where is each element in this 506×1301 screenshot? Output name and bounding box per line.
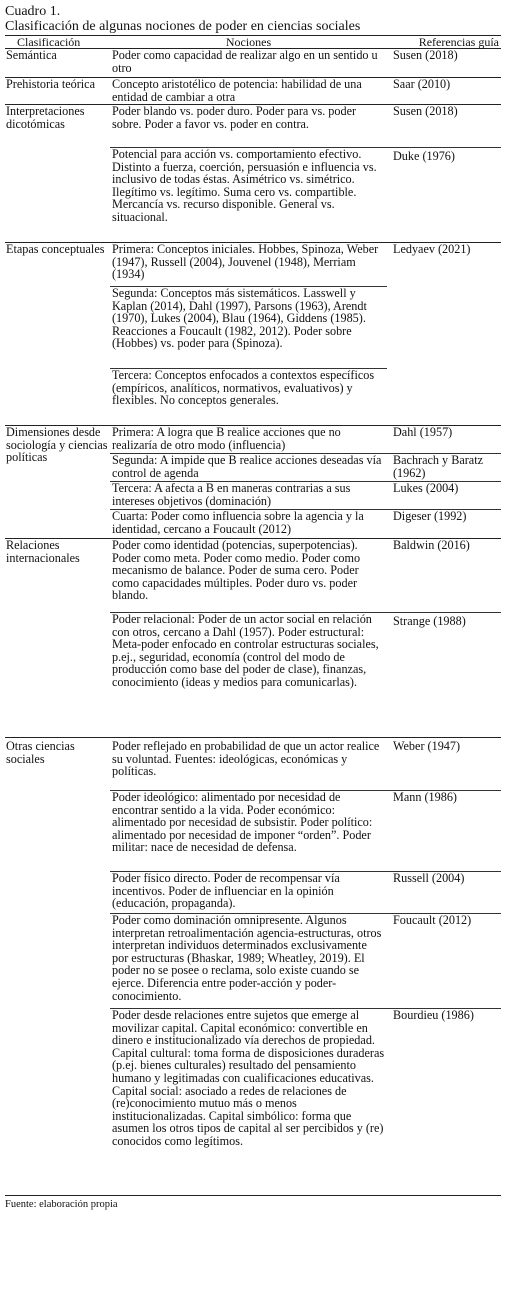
table-title: Clasificación de algunas nociones de poder en ciencias sociales — [5, 19, 361, 34]
reference-cell: Bourdieu (1986) — [387, 1009, 501, 1196]
table-row — [5, 426, 501, 454]
classification-cell: Relaciones internacionales — [5, 539, 110, 738]
table-number: Cuadro 1. — [5, 4, 61, 19]
table-row — [5, 539, 501, 613]
reference-cell: Dahl (1957) — [387, 426, 501, 454]
notion-cell: Poder relacional: Poder de un actor social en relación con otros, cercano a Dahl (1957). Poder estructural: Meta-poder enfocado en controlar estructuras sociales, p.ej., seguridad, economía (control del modo de producción como base del poder de clase), finanzas, conocimiento (ideas y medios para comunicarlas). — [110, 613, 387, 738]
notion-cell: Poder desde relaciones entre sujetos que emerge al movilizar capital. Capital económico: convertible en dinero e institucionalizado vía derechos de propiedad. Capital cultural: toma forma de disposiciones duraderas (p.ej. bienes culturales) resultado del pensamiento humano y legitimadas con cualificaciones educativas. Capital social: asociado a redes de relaciones de (re)conocimiento mutuo más o menos institucionalizadas. Capital simbólico: forma que asumen los otros tipos de capital al ser percibidos y (re) conocidos como legítimos. — [110, 1009, 387, 1196]
reference-cell: Digeser (1992) — [387, 510, 501, 539]
notion-cell: Segunda: Conceptos más sistemáticos. Lasswell y Kaplan (2014), Dahl (1997), Parsons (1963), Arendt (1970), Lukes (2004), Blau (1964), Giddens (1985). Reacciones a Foucault (1982, 2012). Poder sobre (Hobbes) vs. poder para (Spinoza). — [110, 287, 387, 369]
notion-cell: Poder físico directo. Poder de recompensar vía incentivos. Poder de influenciar en la opinión (educación, propaganda). — [110, 872, 387, 914]
notion-cell: Primera: Conceptos iniciales. Hobbes, Spinoza, Weber (1947), Russell (2004), Jouvenel (1948), Merriam (1934) — [110, 243, 387, 287]
notion-cell: Primera: A logra que B realice acciones que no realizaría de otro modo (influencia) — [110, 426, 387, 454]
reference-cell: Strange (1988) — [387, 613, 501, 738]
table-row — [5, 243, 501, 287]
header-notions: Nociones — [110, 36, 387, 49]
reference-cell: Ledyaev (2021) — [387, 243, 501, 426]
reference-cell: Susen (2018) — [387, 105, 501, 148]
header-references: Referencias guía — [387, 36, 501, 49]
reference-cell: Baldwin (2016) — [387, 539, 501, 613]
reference-cell: Mann (1986) — [387, 791, 501, 872]
reference-cell: Lukes (2004) — [387, 482, 501, 510]
table-row — [5, 738, 501, 791]
notion-cell: Poder como dominación omnipresente. Algunos interpretan retroalimentación agencia-estructuras, otros interpretan individuos determinados exclusivamente por estructuras (Bhaskar, 1989; Wheatley, 2019). El poder no se posee o reclama, solo existe cuando se ejerce. Diferencia entre poder-acción y poder-conocimiento. — [110, 914, 387, 1009]
classification-cell: Interpretaciones dicotómicas — [5, 105, 110, 243]
classification-cell: Etapas conceptuales — [5, 243, 110, 426]
table-row — [5, 78, 501, 105]
notion-cell: Concepto aristotélico de potencia: habilidad de una entidad de cambiar a otra — [110, 78, 387, 105]
notion-cell: Poder ideológico: alimentado por necesidad de encontrar sentido a la vida. Poder económico: alimentado por necesidad de subsistir. Poder político: alimentado por necesidad de imponer “orden”. Poder militar: nace de necesidad de defensa. — [110, 791, 387, 872]
notion-cell: Tercera: Conceptos enfocados a contextos específicos (empíricos, analíticos, normativos, evaluativos) y flexibles. No conceptos generales. — [110, 369, 387, 426]
notion-cell: Potencial para acción vs. comportamiento efectivo. Distinto a fuerza, coerción, persuasión e influencia vs. inclusivo de todas éstas. Asimétrico vs. simétrico. Ilegítimo vs. legítimo. Suma cero vs. compartible. Mercancía vs. recurso disponible. General vs. situacional. — [110, 148, 387, 243]
table-row — [5, 105, 501, 148]
table-header-row — [5, 36, 501, 49]
table-source-note: Fuente: elaboración propia — [5, 1199, 118, 1210]
table-row — [5, 49, 501, 78]
reference-cell: Weber (1947) — [387, 738, 501, 791]
notion-cell: Poder reflejado en probabilidad de que un actor realice su voluntad. Fuentes: ideológicas, económicas y políticas. — [110, 738, 387, 791]
notion-cell: Cuarta: Poder como influencia sobre la agencia y la identidad, cercano a Foucault (2012) — [110, 510, 387, 539]
reference-cell: Russell (2004) — [387, 872, 501, 914]
reference-cell: Bachrach y Baratz (1962) — [387, 454, 501, 482]
reference-cell: Susen (2018) — [387, 49, 501, 78]
notion-cell: Poder como capacidad de realizar algo en un sentido u otro — [110, 49, 387, 78]
notion-cell: Poder blando vs. poder duro. Poder para vs. poder sobre. Poder a favor vs. poder en contra. — [110, 105, 387, 148]
notion-cell: Segunda: A impide que B realice acciones deseadas vía control de agenda — [110, 454, 387, 482]
classification-cell: Semántica — [5, 49, 110, 78]
header-classification: Clasificación — [5, 36, 110, 49]
notion-cell: Poder como identidad (potencias, superpotencias). Poder como meta. Poder como medio. Poder como mecanismo de balance. Poder de suma cero. Poder como capacidades múltiples. Poder duro vs. poder blando. — [110, 539, 387, 613]
reference-cell: Duke (1976) — [387, 148, 501, 243]
classification-cell: Dimensiones desde sociología y ciencias políticas — [5, 426, 110, 539]
notion-cell: Tercera: A afecta a B en maneras contrarias a sus intereses objetivos (dominación) — [110, 482, 387, 510]
classification-cell: Prehistoria teórica — [5, 78, 110, 105]
reference-cell: Saar (2010) — [387, 78, 501, 105]
classification-cell: Otras ciencias sociales — [5, 738, 110, 1196]
power-notions-table — [5, 35, 501, 1196]
table-figure — [5, 4, 501, 1211]
reference-cell: Foucault (2012) — [387, 914, 501, 1009]
